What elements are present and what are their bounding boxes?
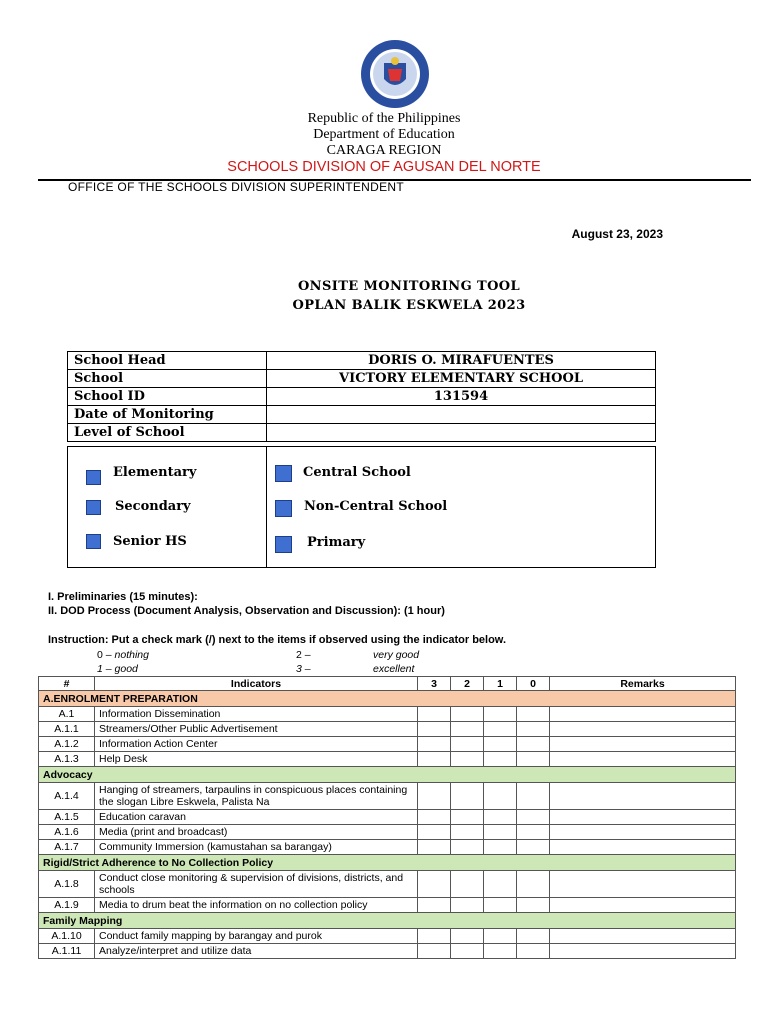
rating-cell-1[interactable]: [484, 810, 517, 825]
section-title: Family Mapping: [39, 913, 736, 929]
table-row: [39, 752, 736, 767]
table-row: [39, 929, 736, 944]
rating-cell-2[interactable]: [451, 898, 484, 913]
indicator-text: Hanging of streamers, tarpaulins in conspicuous places containing the slogan Libre Eskwela, Palista Na: [95, 783, 418, 810]
section-row: [39, 767, 736, 783]
document-subtitle: OPLAN BALIK ESKWELA 2023: [292, 298, 526, 313]
rating-cell-0[interactable]: [517, 825, 550, 840]
info-row: [68, 352, 656, 370]
rating-cell-3[interactable]: [418, 929, 451, 944]
senior-hs-checkbox[interactable]: [86, 534, 101, 549]
table-row: [39, 810, 736, 825]
indicator-id: A.1.2: [39, 737, 95, 752]
rating-cell-3[interactable]: [418, 783, 451, 810]
rating-cell-3[interactable]: [418, 871, 451, 898]
remarks-cell[interactable]: [550, 737, 736, 752]
indicator-text: Information Dissemination: [95, 707, 418, 722]
indicator-text: Analyze/interpret and utilize data: [95, 944, 418, 959]
remarks-cell[interactable]: [550, 722, 736, 737]
info-label: School: [68, 370, 267, 388]
rating-cell-1[interactable]: [484, 898, 517, 913]
info-label: Level of School: [68, 424, 267, 442]
rating-cell-1[interactable]: [484, 871, 517, 898]
scale-2-text: very good: [373, 649, 420, 661]
table-header-row: [39, 677, 736, 691]
scale-3-text: excellent: [373, 663, 415, 675]
rating-cell-0[interactable]: [517, 871, 550, 898]
rating-cell-0[interactable]: [517, 737, 550, 752]
remarks-cell[interactable]: [550, 929, 736, 944]
col-header-indicators: Indicators: [95, 677, 418, 691]
rating-cell-3[interactable]: [418, 752, 451, 767]
col-header-3: 3: [418, 677, 451, 691]
scale-2-number: [296, 649, 311, 661]
section-row: [39, 691, 736, 707]
section-title: Rigid/Strict Adherence to No Collection Policy: [39, 855, 736, 871]
scale-0-text: nothing: [111, 649, 149, 661]
rating-cell-0[interactable]: [517, 707, 550, 722]
table-row: [39, 707, 736, 722]
section-row: [39, 855, 736, 871]
secondary-label: Secondary: [115, 499, 191, 514]
rating-cell-2[interactable]: [451, 737, 484, 752]
document-date: August 23, 2023: [571, 227, 663, 241]
rating-cell-3[interactable]: [418, 898, 451, 913]
rating-cell-1[interactable]: [484, 752, 517, 767]
indicators-table: [38, 676, 736, 959]
rating-cell-2[interactable]: [451, 707, 484, 722]
rating-cell-1[interactable]: [484, 737, 517, 752]
info-label: Date of Monitoring: [68, 406, 267, 424]
remarks-cell[interactable]: [550, 783, 736, 810]
rating-cell-2[interactable]: [451, 929, 484, 944]
col-header-0: 0: [517, 677, 550, 691]
table-row: [39, 840, 736, 855]
info-label: School ID: [68, 388, 267, 406]
indicator-id: A.1.5: [39, 810, 95, 825]
info-row: [68, 370, 656, 388]
rating-cell-2[interactable]: [451, 825, 484, 840]
table-row: [39, 898, 736, 913]
central-school-label: Central School: [303, 465, 411, 480]
scale-0-number: 0 –: [97, 649, 112, 661]
rating-cell-0[interactable]: [517, 783, 550, 810]
col-header-remarks: Remarks: [550, 677, 736, 691]
scale-2-num: 2 –: [296, 649, 311, 661]
instruction-label: Instruction:: [48, 634, 109, 646]
central-school-checkbox[interactable]: [275, 465, 292, 482]
info-value: [267, 406, 656, 424]
indicator-id: A.1.6: [39, 825, 95, 840]
letterhead-region: CARAGA REGION: [326, 143, 442, 158]
info-row: [68, 406, 656, 424]
rating-cell-3[interactable]: [418, 810, 451, 825]
info-row: [68, 388, 656, 406]
rating-cell-0[interactable]: [517, 810, 550, 825]
rating-cell-1[interactable]: [484, 944, 517, 959]
rating-cell-0[interactable]: [517, 944, 550, 959]
rating-cell-0[interactable]: [517, 752, 550, 767]
secondary-checkbox[interactable]: [86, 500, 101, 515]
remarks-cell[interactable]: [550, 707, 736, 722]
indicator-id: A.1.8: [39, 871, 95, 898]
table-row: [39, 737, 736, 752]
indicator-id: A.1: [39, 707, 95, 722]
instruction-body: Put a check mark (/) next to the items if observed using the indicator below.: [108, 634, 507, 646]
remarks-cell[interactable]: [550, 898, 736, 913]
rating-cell-2[interactable]: [451, 840, 484, 855]
scale-1: 1 – good: [97, 663, 138, 675]
preliminaries-text: I. Preliminaries (15 minutes):: [48, 591, 198, 603]
rating-cell-3[interactable]: [418, 944, 451, 959]
senior-hs-label: Senior HS: [113, 534, 187, 549]
indicator-text: Media to drum beat the information on no collection policy: [95, 898, 418, 913]
indicator-id: A.1.9: [39, 898, 95, 913]
indicator-text: Conduct close monitoring & supervision of divisions, districts, and schools: [95, 871, 418, 898]
rating-cell-1[interactable]: [484, 825, 517, 840]
elementary-checkbox[interactable]: [86, 470, 101, 485]
non-central-school-label: Non-Central School: [304, 499, 448, 514]
rating-cell-2[interactable]: [451, 783, 484, 810]
indicator-id: A.1.4: [39, 783, 95, 810]
rating-cell-1[interactable]: [484, 840, 517, 855]
table-row: [39, 871, 736, 898]
primary-label: Primary: [307, 535, 366, 550]
rating-cell-1[interactable]: [484, 722, 517, 737]
indicator-text: Help Desk: [95, 752, 418, 767]
col-header-2: 2: [451, 677, 484, 691]
table-row: [39, 722, 736, 737]
remarks-cell[interactable]: [550, 825, 736, 840]
indicator-text: Information Action Center: [95, 737, 418, 752]
letterhead-division: SCHOOLS DIVISION OF AGUSAN DEL NORTE: [227, 159, 541, 175]
indicator-text: Community Immersion (kamustahan sa barangay): [95, 840, 418, 855]
rating-cell-2[interactable]: [451, 871, 484, 898]
info-label: School Head: [68, 352, 267, 370]
table-row: [39, 825, 736, 840]
info-value: [267, 424, 656, 442]
indicators-body: [39, 691, 736, 959]
col-header-number: #: [39, 677, 95, 691]
rating-cell-2[interactable]: [451, 722, 484, 737]
remarks-cell[interactable]: [550, 810, 736, 825]
rating-cell-3[interactable]: [418, 825, 451, 840]
indicator-text: Conduct family mapping by barangay and purok: [95, 929, 418, 944]
remarks-cell[interactable]: [550, 944, 736, 959]
rating-cell-2[interactable]: [451, 944, 484, 959]
indicator-id: A.1.1: [39, 722, 95, 737]
indicator-text: Education caravan: [95, 810, 418, 825]
rating-cell-2[interactable]: [451, 752, 484, 767]
remarks-cell[interactable]: [550, 871, 736, 898]
indicator-text: Streamers/Other Public Advertisement: [95, 722, 418, 737]
section-title: Advocacy: [39, 767, 736, 783]
letterhead-department: Department of Education: [313, 127, 455, 142]
indicator-id: A.1.11: [39, 944, 95, 959]
info-value: VICTORY ELEMENTARY SCHOOL: [267, 370, 656, 388]
scale-0: [97, 649, 149, 661]
info-value: DORIS O. MIRAFUENTES: [267, 352, 656, 370]
section-row: [39, 913, 736, 929]
elementary-label: Elementary: [113, 465, 197, 480]
rating-cell-3[interactable]: [418, 840, 451, 855]
table-row: [39, 783, 736, 810]
rating-cell-2[interactable]: [451, 810, 484, 825]
rating-cell-1[interactable]: [484, 929, 517, 944]
indicator-id: A.1.7: [39, 840, 95, 855]
remarks-cell[interactable]: [550, 752, 736, 767]
remarks-cell[interactable]: [550, 840, 736, 855]
indicator-text: Media (print and broadcast): [95, 825, 418, 840]
document-title: ONSITE MONITORING TOOL: [297, 279, 521, 294]
rating-cell-3[interactable]: [418, 722, 451, 737]
indicator-id: A.1.10: [39, 929, 95, 944]
rating-cell-0[interactable]: [517, 840, 550, 855]
letterhead-republic: Republic of the Philippines: [307, 111, 461, 126]
rating-cell-3[interactable]: [418, 737, 451, 752]
rating-cell-3[interactable]: [418, 707, 451, 722]
info-value: 131594: [267, 388, 656, 406]
scale-3-number: 3 –: [296, 663, 311, 675]
non-central-school-checkbox[interactable]: [275, 500, 292, 517]
rating-cell-0[interactable]: [517, 722, 550, 737]
table-row: [39, 944, 736, 959]
info-row: [68, 424, 656, 442]
office-name: OFFICE OF THE SCHOOLS DIVISION SUPERINTENDENT: [68, 180, 404, 194]
instruction-text: [48, 634, 506, 646]
school-info-table: [67, 351, 656, 442]
indicator-id: A.1.3: [39, 752, 95, 767]
rating-cell-0[interactable]: [517, 898, 550, 913]
primary-checkbox[interactable]: [275, 536, 292, 553]
deped-seal-icon: [360, 39, 430, 109]
col-header-1: 1: [484, 677, 517, 691]
rating-cell-1[interactable]: [484, 707, 517, 722]
rating-cell-0[interactable]: [517, 929, 550, 944]
section-title: A.ENROLMENT PREPARATION: [39, 691, 736, 707]
dod-process-text: II. DOD Process (Document Analysis, Observation and Discussion): (1 hour): [48, 605, 445, 617]
rating-cell-1[interactable]: [484, 783, 517, 810]
